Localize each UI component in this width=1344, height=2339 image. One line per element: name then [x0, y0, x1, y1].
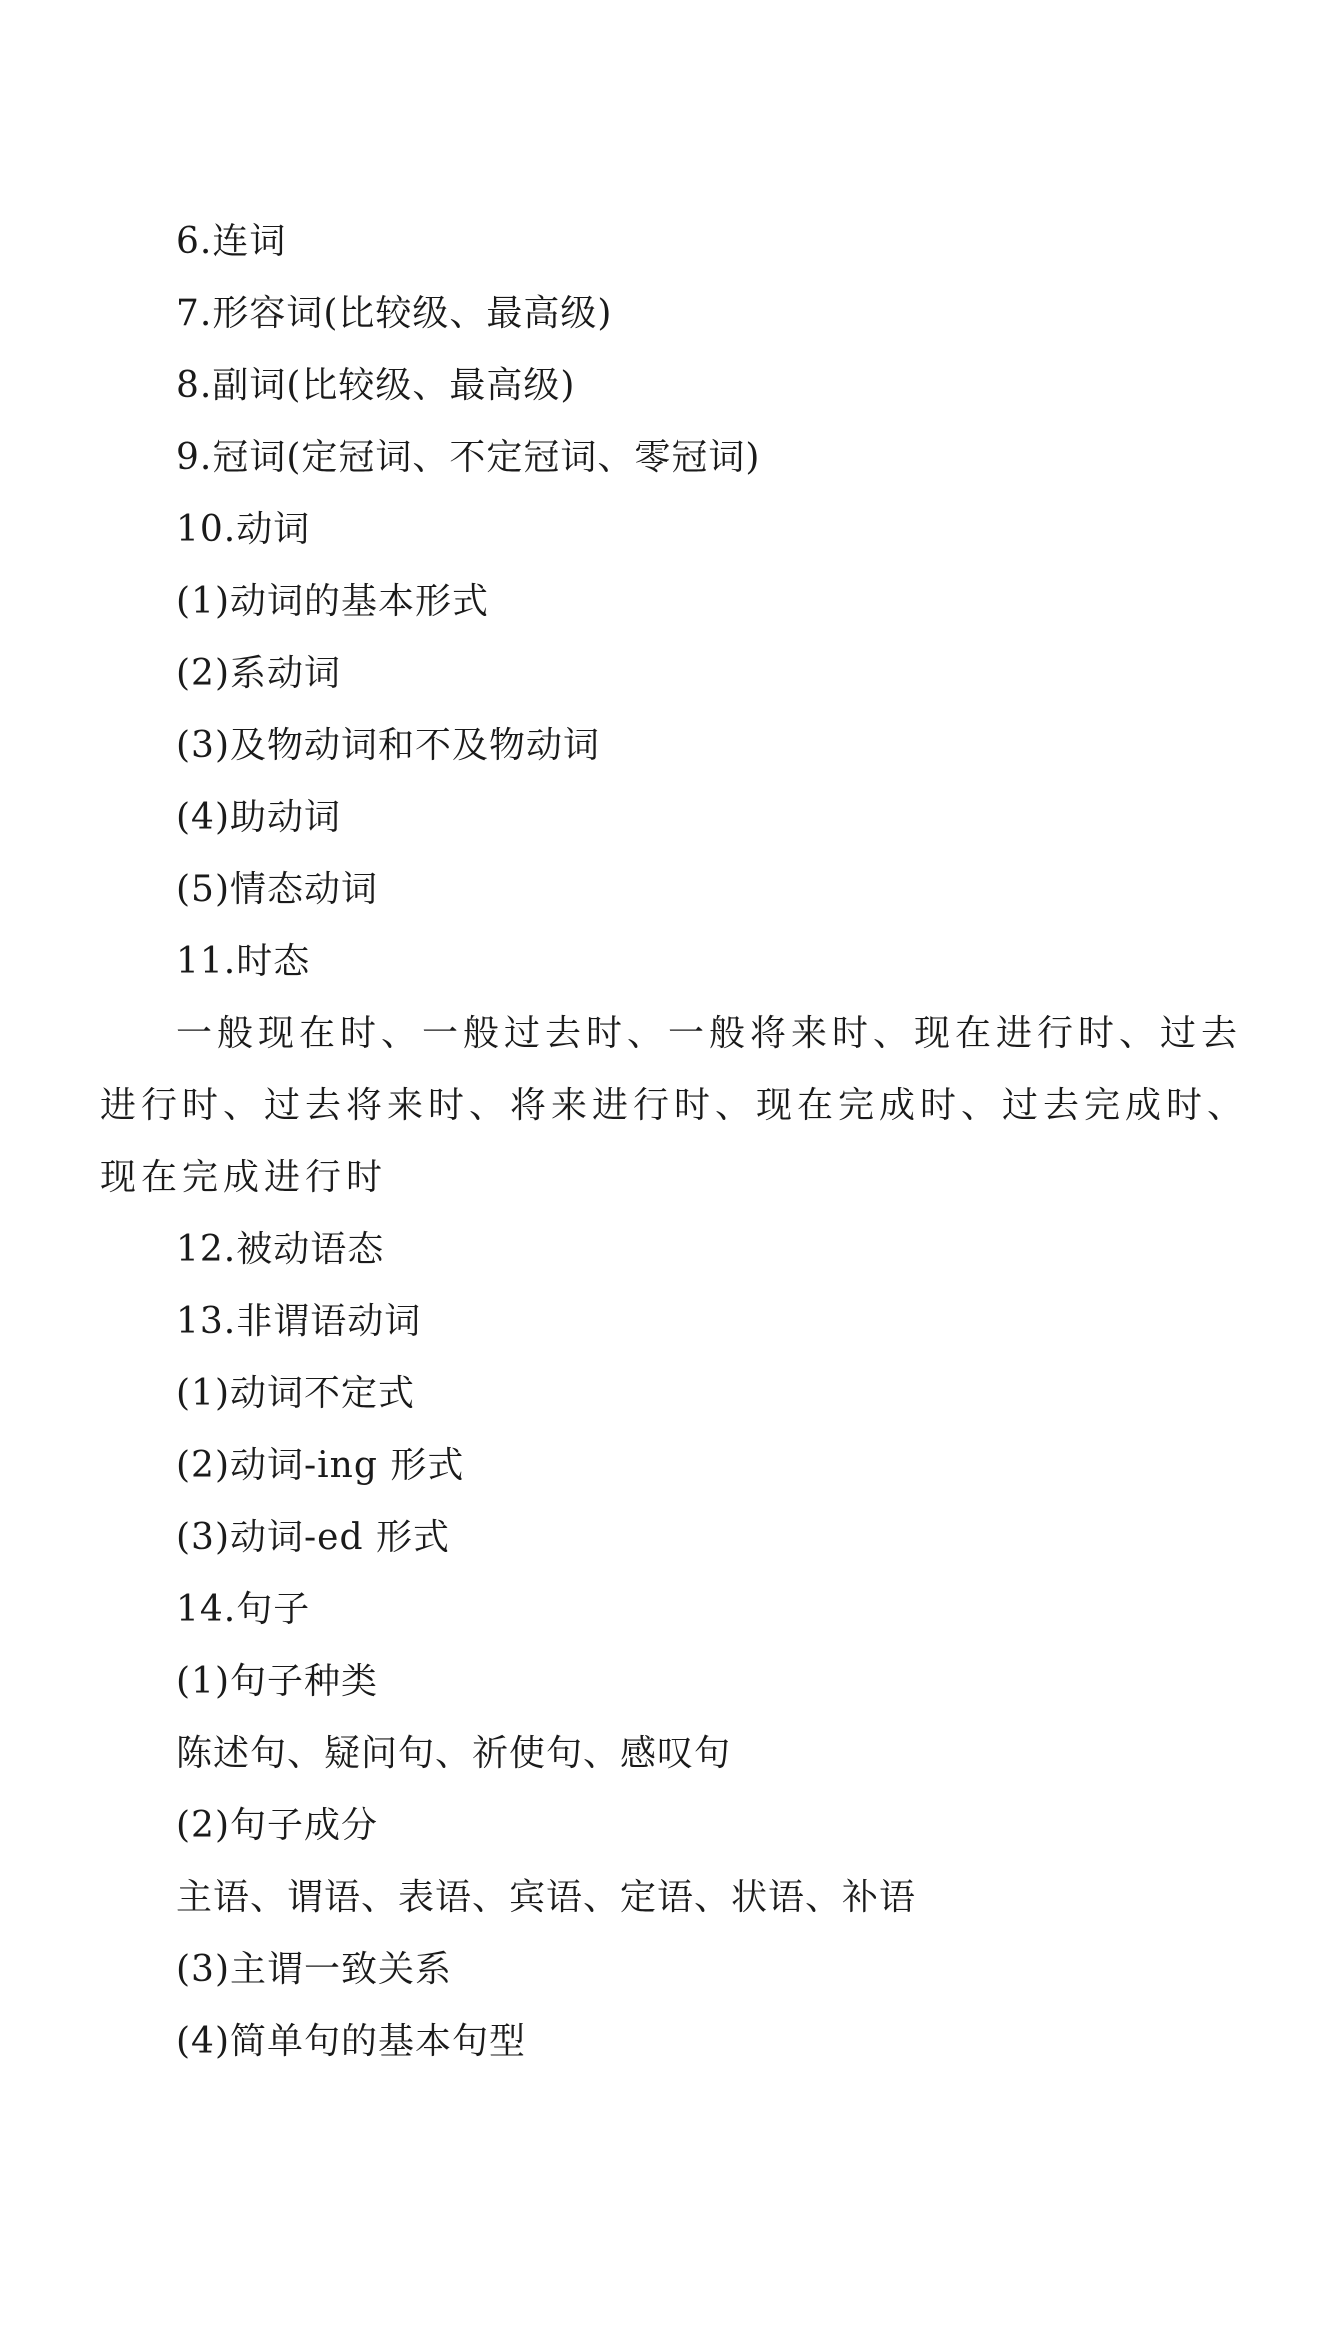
list-item: 陈述句、疑问句、祈使句、感叹句: [176, 1733, 732, 1774]
list-item: 6.连词: [176, 221, 287, 262]
section-heading: 13.非谓语动词: [176, 1301, 422, 1342]
list-item: 9.冠词(定冠词、不定冠词、零冠词): [176, 437, 761, 478]
list-item: (1)动词不定式: [176, 1373, 415, 1414]
section-heading: 12.被动语态: [176, 1229, 385, 1270]
list-item: 7.形容词(比较级、最高级): [176, 293, 613, 334]
list-item: (5)情态动词: [176, 869, 378, 910]
list-item: (1)句子种类: [176, 1661, 378, 1702]
list-item: 主语、谓语、表语、宾语、定语、状语、补语: [176, 1877, 917, 1918]
list-item: (1)动词的基本形式: [176, 581, 489, 622]
list-item: (3)主谓一致关系: [176, 1949, 452, 1990]
list-item: (4)简单句的基本句型: [176, 2021, 526, 2062]
list-item: 8.副词(比较级、最高级): [176, 365, 576, 406]
document-body: [100, 206, 1250, 2078]
section-heading: 14.句子: [176, 1589, 311, 1630]
tense-paragraph: 一般现在时、一般过去时、一般将来时、现在进行时、过去进行时、过去将来时、将来进行时、现在完成时、过去完成时、现在完成进行时: [100, 1013, 1249, 1198]
list-item: (2)系动词: [176, 653, 341, 694]
list-item: (3)动词-ed 形式: [176, 1517, 450, 1558]
list-item: (3)及物动词和不及物动词: [176, 725, 600, 766]
list-item: (2)动词-ing 形式: [176, 1445, 465, 1486]
list-item: (4)助动词: [176, 797, 341, 838]
list-item: (2)句子成分: [176, 1805, 378, 1846]
section-heading: 10.动词: [176, 509, 311, 550]
section-heading: 11.时态: [176, 941, 311, 982]
